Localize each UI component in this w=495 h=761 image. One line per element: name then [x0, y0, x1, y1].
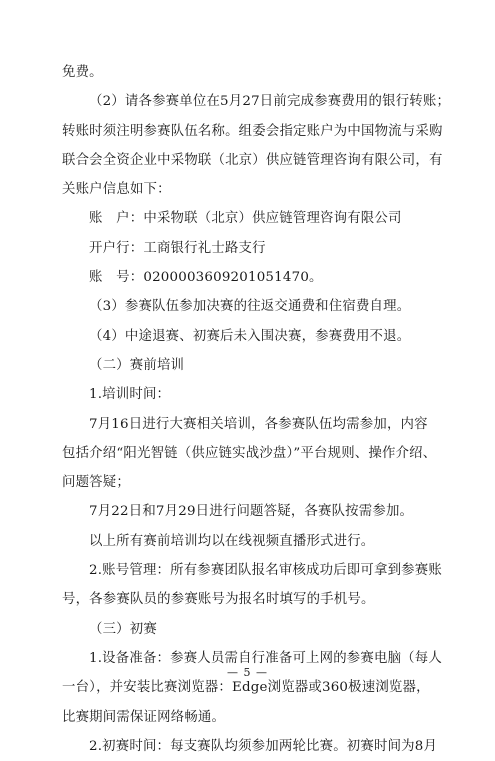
- text-line: （3）参赛队伍参加决赛的往返交通费和住宿费自理。: [89, 299, 411, 315]
- text-line: 1.培训时间：: [89, 387, 171, 403]
- text-line: 联合会全资企业中采物联（北京）供应链管理咨询有限公司，有: [62, 152, 443, 168]
- document-body: [62, 58, 451, 761]
- text-line: （二）赛前培训: [89, 357, 185, 373]
- text-line: 7月16日进行大赛相关培训，各参赛队伍均需参加，内容: [89, 416, 428, 432]
- text-line: （2）请各参赛单位在5月27日前完成参赛费用的银行转账；: [89, 94, 451, 110]
- text-line: （三）初赛: [89, 621, 157, 637]
- text-line: 以上所有赛前培训均以在线视频直播形式进行。: [89, 533, 375, 549]
- text-line: 账 号：0200003609201051470。: [89, 270, 323, 286]
- text-line: 7月22日和7月29日进行问题答疑，各赛队按需参加。: [89, 504, 414, 520]
- text-line: 账 户：中采物联（北京）供应链管理咨询有限公司: [89, 211, 402, 227]
- text-line: 包括介绍“阳光智链（供应链实战沙盘）”平台规则、操作介绍、: [62, 445, 437, 461]
- text-line: 1.设备准备：参赛人员需自行准备可上网的参赛电脑（每人: [89, 650, 442, 666]
- text-line: 问题答疑；: [62, 475, 130, 491]
- text-line: 比赛期间需保证网络畅通。: [62, 709, 226, 725]
- text-line: 2.账号管理：所有参赛团队报名审核成功后即可拿到参赛账: [89, 563, 442, 579]
- text-line: 转账时须注明参赛队伍名称。组委会指定账户为中国物流与采购: [62, 123, 443, 139]
- text-line: 号，各参赛队员的参赛账号为报名时填写的手机号。: [62, 592, 375, 608]
- text-line: 关账户信息如下：: [62, 182, 171, 198]
- text-line: 免费。: [62, 65, 103, 80]
- text-line: （4）中途退赛、初赛后未入围决赛，参赛费用不退。: [89, 328, 411, 344]
- text-line: 开户行：工商银行礼士路支行: [89, 240, 266, 256]
- text-line: 2.初赛时间：每支赛队均须参加两轮比赛。初赛时间为8月: [89, 738, 438, 754]
- page-number: — 5 —: [227, 666, 268, 679]
- text-line: 一台），并安装比赛浏览器：Edge浏览器或360极速浏览器，: [62, 680, 430, 696]
